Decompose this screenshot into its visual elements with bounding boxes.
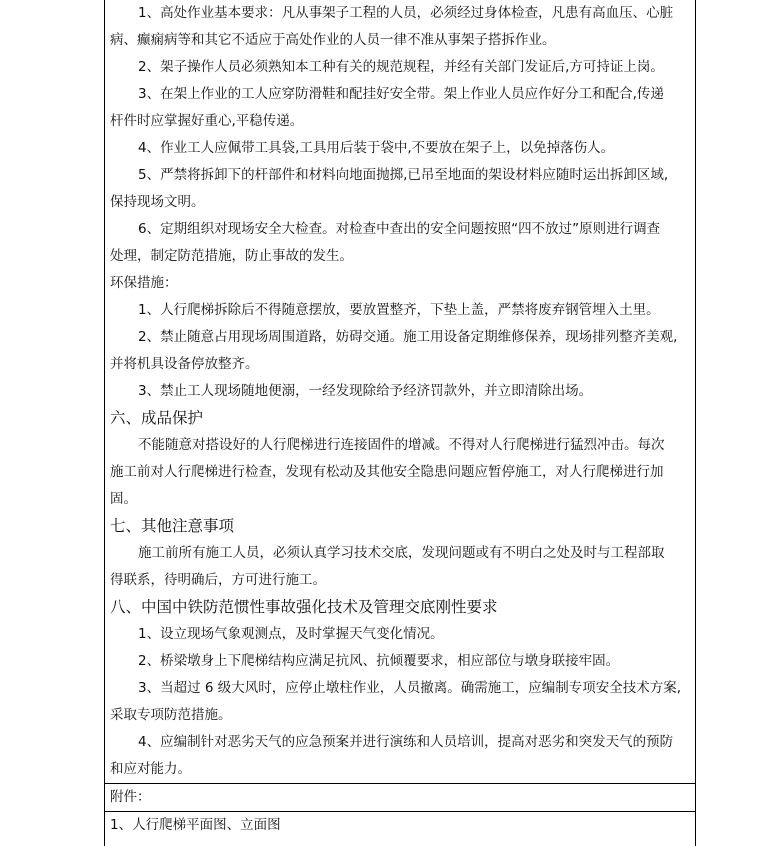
paragraph-line: 3、当超过 6 级大风时，应停止墩柱作业，人员撤离。确需施工，应编制专项安全技术方案, xyxy=(138,680,682,696)
attachment-item: 1、人行爬梯平面图、立面图 xyxy=(110,817,281,833)
section-heading: 七、其他注意事项 xyxy=(110,517,235,535)
paragraph-line: 施工前对人行爬梯进行检查，发现有松动及其他安全隐患问题应暂停施工，对人行爬梯进行加 xyxy=(110,464,664,480)
section-heading: 八、中国中铁防范惯性事故强化技术及管理交底刚性要求 xyxy=(110,598,498,616)
paragraph-line: 1、设立现场气象观测点，及时掌握天气变化情况。 xyxy=(138,626,444,642)
paragraph-line: 2、桥梁墩身上下爬梯结构应满足抗风、抗倾覆要求，相应部位与墩身联接牢固。 xyxy=(138,653,620,669)
paragraph-line: 4、应编制针对恶劣天气的应急预案并进行演练和人员培训，提高对恶劣和突发天气的预防 xyxy=(138,734,674,750)
paragraph-line: 环保措施： xyxy=(110,275,178,291)
paragraph-line: 6、定期组织对现场安全大检查。对检查中查出的安全问题按照“四不放过”原则进行调查 xyxy=(138,221,661,237)
paragraph-line: 处理，制定防范措施，防止事故的发生。 xyxy=(110,248,353,264)
paragraph-line: 3、在架上作业的工人应穿防滑鞋和配挂好安全带。架上作业人员应作好分工和配合,传递 xyxy=(138,86,664,102)
paragraph-line: 1、高处作业基本要求：凡从事架子工程的人员，必须经过身体检查，凡患有高血压、心脏 xyxy=(138,5,674,21)
paragraph-line: 杆件时应掌握好重心,平稳传递。 xyxy=(110,113,304,129)
paragraph-line: 得联系，待明确后，方可进行施工。 xyxy=(110,572,326,588)
paragraph-line: 和应对能力。 xyxy=(110,761,191,777)
paragraph-line: 3、禁止工人现场随地便溺，一经发现除给予经济罚款外，并立即清除出场。 xyxy=(138,383,593,399)
paragraph-line: 采取专项防范措施。 xyxy=(110,707,232,723)
paragraph-line: 5、严禁将拆卸下的杆部件和材料向地面抛掷,已吊至地面的架设材料应随时运出拆卸区域, xyxy=(138,167,669,183)
table-row-divider xyxy=(105,783,695,784)
main-content-cell xyxy=(105,0,695,783)
paragraph-line: 1、人行爬梯拆除后不得随意摆放，要放置整齐，下垫上盖，严禁将废弃钢管埋入土里。 xyxy=(138,302,660,318)
paragraph-line: 施工前所有施工人员，必须认真学习技术交底，发现问题或有不明白之处及时与工程部取 xyxy=(138,545,665,561)
paragraph-line: 4、作业工人应佩带工具袋,工具用后装于袋中,不要放在架子上，以免掉落伤人。 xyxy=(138,140,615,156)
paragraph-line: 固。 xyxy=(110,491,137,507)
paragraph-line: 2、架子操作人员必须熟知本工种有关的规范规程，并经有关部门发证后,方可持证上岗。 xyxy=(138,59,664,75)
paragraph-line: 保持现场文明。 xyxy=(110,194,205,210)
paragraph-line: 并将机具设备停放整齐。 xyxy=(110,356,259,372)
paragraph-line: 不能随意对搭设好的人行爬梯进行连接固件的增减。不得对人行爬梯进行猛烈冲击。每次 xyxy=(138,437,665,453)
section-heading: 六、成品保护 xyxy=(110,409,204,427)
attachment-label: 附件： xyxy=(110,789,151,805)
document-table xyxy=(104,0,696,846)
paragraph-line: 病、癫痫病等和其它不适应于高处作业的人员一律不准从事架子搭拆作业。 xyxy=(110,32,556,48)
paragraph-line: 2、禁止随意占用现场周围道路，妨碍交通。施工用设备定期维修保养，现场排列整齐美观, xyxy=(138,329,678,345)
